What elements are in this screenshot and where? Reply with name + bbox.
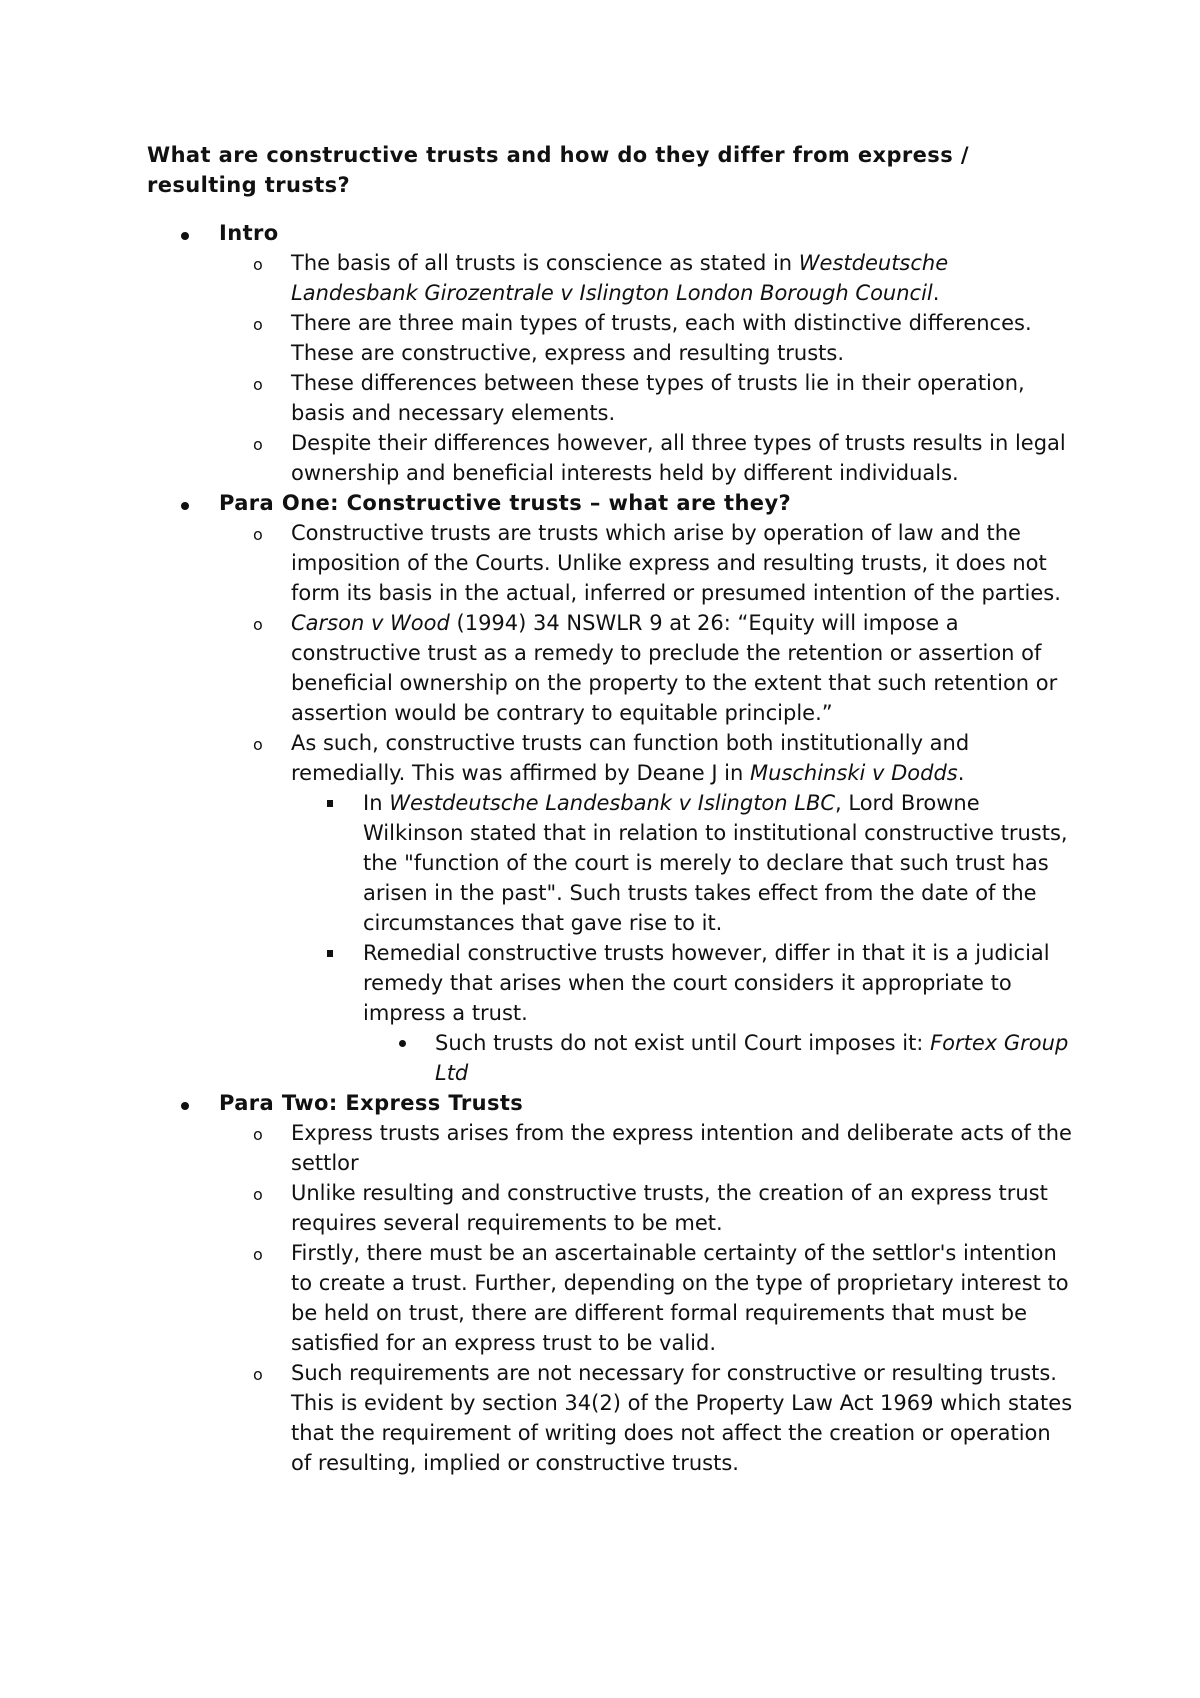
sub-sub-sub-list bbox=[363, 1028, 1077, 1088]
list-item bbox=[219, 728, 1077, 1088]
text-run: . bbox=[932, 281, 940, 305]
list-item bbox=[219, 248, 1077, 308]
text-run: Remedial constructive trusts however, differ in that it is a judicial remedy that arises when the court considers it appropriate to impress a trust. bbox=[363, 941, 1050, 1025]
list-item bbox=[219, 518, 1077, 608]
sub-sub-list bbox=[291, 788, 1077, 1088]
text-run: Despite their differences however, all three types of trusts results in legal ownership and beneficial interests held by different individuals. bbox=[291, 431, 1066, 485]
circle-marker-icon: o bbox=[253, 375, 263, 394]
square-bullet-icon bbox=[327, 800, 333, 807]
document-title: What are constructive trusts and how do they differ from express / resulting trusts? bbox=[147, 143, 969, 197]
list-item bbox=[219, 1358, 1077, 1478]
section-heading: Para Two: Express Trusts bbox=[219, 1091, 524, 1115]
section-heading: Intro bbox=[219, 221, 279, 245]
sub-list bbox=[219, 1118, 1077, 1478]
list-item bbox=[219, 1118, 1077, 1178]
outline-list bbox=[147, 218, 1077, 1478]
list-item bbox=[219, 1238, 1077, 1358]
circle-marker-icon: o bbox=[253, 1365, 263, 1384]
text-run: Unlike resulting and constructive trusts, the creation of an express trust requires several requirements to be met. bbox=[291, 1181, 1048, 1235]
list-item bbox=[219, 428, 1077, 488]
bullet-icon bbox=[181, 502, 189, 510]
circle-marker-icon: o bbox=[253, 435, 263, 454]
text-run: The basis of all trusts is conscience as stated in bbox=[291, 251, 799, 275]
list-item bbox=[291, 938, 1077, 1088]
circle-marker-icon: o bbox=[253, 255, 263, 274]
text-run: These differences between these types of trusts lie in their operation, basis and necessary elements. bbox=[291, 371, 1025, 425]
case-citation: Westdeutsche Landesbank Girozentrale v Islington London Borough Council bbox=[291, 251, 949, 305]
text-run: Constructive trusts are trusts which arise by operation of law and the imposition of the Courts. Unlike express and resulting trusts, it does not form its basis in the actual, inferred or presumed intention of the parties. bbox=[291, 521, 1061, 605]
circle-marker-icon: o bbox=[253, 525, 263, 544]
bullet-icon bbox=[181, 232, 189, 240]
list-item bbox=[219, 1178, 1077, 1238]
text-run: Express trusts arises from the express intention and deliberate acts of the settlor bbox=[291, 1121, 1072, 1175]
list-item bbox=[219, 608, 1077, 728]
case-citation: Carson v Wood bbox=[291, 611, 450, 635]
circle-marker-icon: o bbox=[253, 1125, 263, 1144]
square-bullet-icon bbox=[327, 950, 333, 957]
bullet-icon bbox=[399, 1040, 406, 1047]
section-item bbox=[147, 218, 1077, 488]
sub-list bbox=[219, 248, 1077, 488]
list-item bbox=[363, 1028, 1077, 1088]
list-item bbox=[291, 788, 1077, 938]
text-run: (1994) 34 NSWLR 9 at 26: “Equity will impose a constructive trust as a remedy to preclude the retention or assertion of beneficial ownership on the property to the extent that such retention or assertion would be contrary to equitable principle.” bbox=[291, 611, 1058, 725]
circle-marker-icon: o bbox=[253, 735, 263, 754]
text-run: . bbox=[957, 761, 965, 785]
text-run: , Lord Browne Wilkinson stated that in relation to institutional constructive trusts, the "function of the court is merely to declare that such trust has arisen in the past". Such trusts takes effect from the date of the circumstances that gave rise to it. bbox=[363, 791, 1068, 935]
case-citation: Fortex Group Ltd bbox=[435, 1031, 1069, 1085]
section-item bbox=[147, 1088, 1077, 1478]
text-run: There are three main types of trusts, each with distinctive differences. These are constructive, express and resulting trusts. bbox=[291, 311, 1032, 365]
text-run: Such trusts do not exist until Court imposes it: bbox=[435, 1031, 931, 1055]
list-item bbox=[219, 308, 1077, 368]
document-page bbox=[147, 140, 1077, 1478]
circle-marker-icon: o bbox=[253, 1185, 263, 1204]
circle-marker-icon: o bbox=[253, 615, 263, 634]
bullet-icon bbox=[181, 1102, 189, 1110]
case-citation: Westdeutsche Landesbank v Islington LBC bbox=[389, 791, 836, 815]
circle-marker-icon: o bbox=[253, 315, 263, 334]
case-citation: Muschinski v Dodds bbox=[750, 761, 958, 785]
text-run: Such requirements are not necessary for constructive or resulting trusts. This is evident by section 34(2) of the Property Law Act 1969 which states that the requirement of writing does not affect the creation or operation of resulting, implied or constructive trusts. bbox=[291, 1361, 1073, 1475]
section-item bbox=[147, 488, 1077, 1088]
text-run: Firstly, there must be an ascertainable certainty of the settlor's intention to create a trust. Further, depending on the type of proprietary interest to be held on trust, there are different formal requirements that must be satisfied for an express trust to be valid. bbox=[291, 1241, 1069, 1355]
circle-marker-icon: o bbox=[253, 1245, 263, 1264]
sub-list bbox=[219, 518, 1077, 1088]
text-run: In bbox=[363, 791, 390, 815]
text-run: As such, constructive trusts can function both institutionally and remedially. This was affirmed by Deane J in bbox=[291, 731, 970, 785]
section-heading: Para One: Constructive trusts – what are they? bbox=[219, 491, 792, 515]
list-item bbox=[219, 368, 1077, 428]
